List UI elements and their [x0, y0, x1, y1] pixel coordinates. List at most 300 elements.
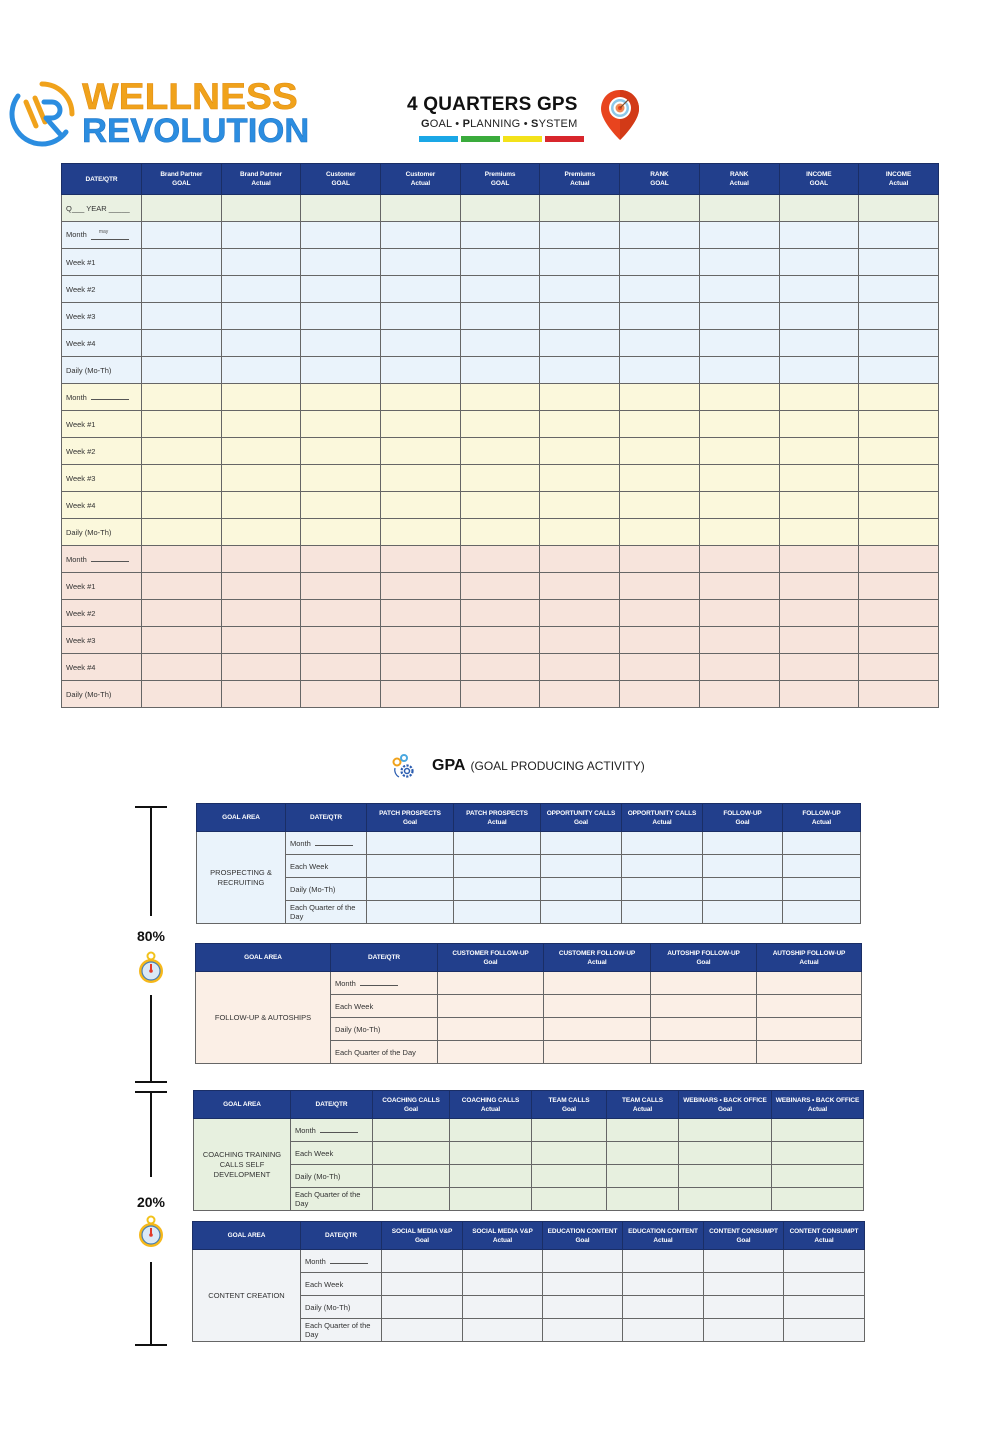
input-cell[interactable] — [373, 1119, 450, 1142]
input-cell[interactable] — [301, 303, 381, 330]
input-cell[interactable] — [381, 654, 461, 681]
input-cell[interactable] — [704, 1250, 784, 1273]
input-cell[interactable] — [463, 1250, 543, 1273]
input-cell[interactable] — [543, 1319, 623, 1342]
input-cell[interactable] — [859, 276, 939, 303]
input-cell[interactable] — [779, 438, 859, 465]
input-cell[interactable] — [699, 249, 779, 276]
input-cell[interactable] — [221, 384, 301, 411]
input-cell[interactable] — [859, 681, 939, 708]
input-cell[interactable] — [221, 357, 301, 384]
input-cell[interactable] — [859, 195, 939, 222]
input-cell[interactable] — [540, 195, 620, 222]
input-cell[interactable] — [679, 1188, 772, 1211]
input-cell[interactable] — [651, 1018, 757, 1041]
input-cell[interactable] — [704, 1296, 784, 1319]
input-cell[interactable] — [623, 1273, 704, 1296]
input-cell[interactable] — [704, 1273, 784, 1296]
input-cell[interactable] — [381, 249, 461, 276]
input-cell[interactable] — [620, 222, 700, 249]
input-cell[interactable] — [142, 546, 222, 573]
input-cell[interactable] — [779, 411, 859, 438]
input-cell[interactable] — [543, 1296, 623, 1319]
input-cell[interactable] — [460, 600, 540, 627]
input-cell[interactable] — [779, 465, 859, 492]
input-cell[interactable] — [540, 222, 620, 249]
input-cell[interactable] — [540, 573, 620, 600]
input-cell[interactable] — [438, 1018, 544, 1041]
input-cell[interactable] — [381, 573, 461, 600]
input-cell[interactable] — [699, 573, 779, 600]
input-cell[interactable] — [142, 411, 222, 438]
gears-icon — [390, 752, 420, 780]
input-cell[interactable] — [620, 600, 700, 627]
input-cell[interactable] — [772, 1188, 864, 1211]
input-cell[interactable] — [381, 519, 461, 546]
input-cell[interactable] — [783, 832, 861, 855]
input-cell[interactable] — [221, 330, 301, 357]
input-cell[interactable] — [460, 627, 540, 654]
input-cell[interactable] — [301, 330, 381, 357]
input-cell[interactable] — [779, 303, 859, 330]
input-cell[interactable] — [301, 546, 381, 573]
input-cell[interactable] — [779, 492, 859, 519]
input-cell[interactable] — [460, 492, 540, 519]
input-cell[interactable] — [540, 249, 620, 276]
input-cell[interactable] — [532, 1188, 607, 1211]
input-cell[interactable] — [460, 303, 540, 330]
input-cell[interactable] — [779, 249, 859, 276]
input-cell[interactable] — [651, 972, 757, 995]
table-row — [62, 546, 939, 573]
input-cell[interactable] — [221, 600, 301, 627]
input-cell[interactable] — [779, 195, 859, 222]
input-cell[interactable] — [620, 465, 700, 492]
input-cell[interactable] — [142, 384, 222, 411]
input-cell[interactable] — [454, 832, 541, 855]
input-cell[interactable] — [859, 222, 939, 249]
input-cell[interactable] — [704, 1319, 784, 1342]
column-header-text: RANK — [729, 171, 749, 178]
input-cell[interactable] — [381, 546, 461, 573]
input-cell[interactable] — [460, 195, 540, 222]
input-cell[interactable] — [221, 627, 301, 654]
input-cell[interactable] — [541, 901, 622, 924]
input-cell[interactable] — [679, 1119, 772, 1142]
input-cell[interactable] — [540, 546, 620, 573]
input-cell[interactable] — [620, 546, 700, 573]
row-label-text: Month — [66, 554, 87, 564]
input-cell[interactable] — [540, 492, 620, 519]
input-cell[interactable] — [221, 195, 301, 222]
input-cell[interactable] — [757, 972, 862, 995]
input-cell[interactable] — [779, 627, 859, 654]
input-cell[interactable] — [301, 519, 381, 546]
input-cell[interactable] — [367, 901, 454, 924]
input-cell[interactable] — [301, 438, 381, 465]
input-cell[interactable] — [540, 357, 620, 384]
input-cell[interactable] — [438, 995, 544, 1018]
input-cell[interactable] — [142, 249, 222, 276]
input-cell[interactable] — [620, 357, 700, 384]
table-row — [196, 972, 862, 995]
input-cell[interactable] — [540, 681, 620, 708]
input-cell[interactable] — [620, 573, 700, 600]
input-cell[interactable] — [859, 330, 939, 357]
input-cell[interactable] — [301, 681, 381, 708]
input-cell[interactable] — [142, 681, 222, 708]
input-cell[interactable] — [620, 303, 700, 330]
input-cell[interactable] — [779, 330, 859, 357]
input-cell[interactable] — [381, 357, 461, 384]
input-cell[interactable] — [460, 222, 540, 249]
input-cell[interactable] — [540, 654, 620, 681]
input-cell[interactable] — [454, 878, 541, 901]
input-cell[interactable] — [221, 411, 301, 438]
input-cell[interactable] — [460, 438, 540, 465]
input-cell[interactable] — [620, 195, 700, 222]
input-cell[interactable] — [301, 411, 381, 438]
input-cell[interactable] — [382, 1273, 463, 1296]
input-cell[interactable] — [784, 1250, 865, 1273]
input-cell[interactable] — [699, 276, 779, 303]
input-cell[interactable] — [540, 411, 620, 438]
input-cell[interactable] — [620, 627, 700, 654]
input-cell[interactable] — [623, 1296, 704, 1319]
input-cell[interactable] — [607, 1165, 679, 1188]
input-cell[interactable] — [859, 357, 939, 384]
input-cell[interactable] — [859, 573, 939, 600]
date-qtr-label: Daily (Mo-Th) — [290, 884, 336, 894]
input-cell[interactable] — [532, 1119, 607, 1142]
input-cell[interactable] — [543, 1250, 623, 1273]
input-cell[interactable] — [620, 492, 700, 519]
input-cell[interactable] — [301, 465, 381, 492]
input-cell[interactable] — [699, 195, 779, 222]
input-cell[interactable] — [142, 330, 222, 357]
input-cell[interactable] — [454, 901, 541, 924]
input-cell[interactable] — [859, 654, 939, 681]
input-cell[interactable] — [142, 303, 222, 330]
table-row — [62, 573, 939, 600]
input-cell[interactable] — [544, 1018, 651, 1041]
input-cell[interactable] — [460, 681, 540, 708]
input-cell[interactable] — [142, 627, 222, 654]
input-cell[interactable] — [142, 465, 222, 492]
input-cell[interactable] — [301, 249, 381, 276]
input-cell[interactable] — [301, 195, 381, 222]
input-cell[interactable] — [757, 1041, 862, 1064]
input-cell[interactable] — [699, 492, 779, 519]
blank-line — [320, 1132, 358, 1133]
input-cell[interactable] — [221, 249, 301, 276]
input-cell[interactable] — [859, 600, 939, 627]
input-cell[interactable] — [381, 276, 461, 303]
input-cell[interactable] — [142, 600, 222, 627]
input-cell[interactable] — [382, 1319, 463, 1342]
input-cell[interactable] — [460, 330, 540, 357]
input-cell[interactable] — [859, 465, 939, 492]
input-cell[interactable] — [540, 438, 620, 465]
input-cell[interactable] — [779, 276, 859, 303]
input-cell[interactable] — [651, 995, 757, 1018]
input-cell[interactable] — [460, 654, 540, 681]
input-cell[interactable] — [779, 654, 859, 681]
input-cell[interactable] — [757, 1018, 862, 1041]
input-cell[interactable] — [699, 519, 779, 546]
input-cell[interactable] — [454, 855, 541, 878]
input-cell[interactable] — [541, 878, 622, 901]
input-cell[interactable] — [373, 1188, 450, 1211]
input-cell[interactable] — [532, 1142, 607, 1165]
input-cell[interactable] — [540, 627, 620, 654]
input-cell[interactable] — [381, 600, 461, 627]
input-cell[interactable] — [381, 627, 461, 654]
input-cell[interactable] — [703, 901, 783, 924]
input-cell[interactable] — [699, 627, 779, 654]
logo-word-revolution: REVOLUTION — [82, 112, 310, 150]
input-cell[interactable] — [142, 276, 222, 303]
input-cell[interactable] — [301, 384, 381, 411]
input-cell[interactable] — [620, 276, 700, 303]
input-cell[interactable] — [699, 330, 779, 357]
input-cell[interactable] — [699, 438, 779, 465]
input-cell[interactable] — [623, 1319, 704, 1342]
input-cell[interactable] — [381, 303, 461, 330]
column-header-social-media-v-p-actual — [463, 1222, 543, 1250]
input-cell[interactable] — [142, 573, 222, 600]
input-cell[interactable] — [544, 995, 651, 1018]
input-cell[interactable] — [142, 195, 222, 222]
input-cell[interactable] — [620, 384, 700, 411]
input-cell[interactable] — [301, 654, 381, 681]
goal-area-cell: PROSPECTING & RECRUITING — [197, 832, 286, 924]
input-cell[interactable] — [703, 855, 783, 878]
input-cell[interactable] — [859, 384, 939, 411]
input-cell[interactable] — [859, 249, 939, 276]
input-cell[interactable] — [438, 1041, 544, 1064]
input-cell[interactable] — [142, 492, 222, 519]
input-cell[interactable] — [772, 1119, 864, 1142]
input-cell[interactable] — [381, 438, 461, 465]
input-cell[interactable] — [540, 330, 620, 357]
input-cell[interactable] — [620, 519, 700, 546]
table-row — [62, 465, 939, 492]
input-cell[interactable] — [463, 1319, 543, 1342]
input-cell[interactable] — [859, 519, 939, 546]
input-cell[interactable] — [783, 855, 861, 878]
input-cell[interactable] — [450, 1188, 532, 1211]
input-cell[interactable] — [540, 465, 620, 492]
input-cell[interactable] — [784, 1273, 865, 1296]
input-cell[interactable] — [301, 627, 381, 654]
input-cell[interactable] — [544, 1041, 651, 1064]
input-cell[interactable] — [301, 573, 381, 600]
input-cell[interactable] — [540, 600, 620, 627]
input-cell[interactable] — [381, 384, 461, 411]
input-cell[interactable] — [607, 1119, 679, 1142]
input-cell[interactable] — [699, 600, 779, 627]
input-cell[interactable] — [772, 1165, 864, 1188]
input-cell[interactable] — [460, 411, 540, 438]
input-cell[interactable] — [779, 357, 859, 384]
input-cell[interactable] — [221, 654, 301, 681]
input-cell[interactable] — [779, 384, 859, 411]
row-label-text: Week #1 — [66, 581, 96, 591]
input-cell[interactable] — [703, 832, 783, 855]
input-cell[interactable] — [381, 330, 461, 357]
input-cell[interactable] — [381, 222, 461, 249]
row-label-text: Week #3 — [66, 311, 96, 321]
input-cell[interactable] — [703, 878, 783, 901]
input-cell[interactable] — [859, 492, 939, 519]
input-cell[interactable] — [779, 222, 859, 249]
input-cell[interactable] — [301, 357, 381, 384]
input-cell[interactable] — [622, 832, 703, 855]
input-cell[interactable] — [620, 249, 700, 276]
input-cell[interactable] — [620, 654, 700, 681]
input-cell[interactable] — [221, 546, 301, 573]
input-cell[interactable] — [540, 519, 620, 546]
input-cell[interactable] — [221, 681, 301, 708]
input-cell[interactable] — [784, 1296, 865, 1319]
input-cell[interactable] — [859, 546, 939, 573]
input-cell[interactable] — [622, 855, 703, 878]
input-cell[interactable] — [541, 855, 622, 878]
input-cell[interactable] — [301, 222, 381, 249]
input-cell[interactable] — [859, 438, 939, 465]
input-cell[interactable] — [301, 600, 381, 627]
input-cell[interactable] — [301, 492, 381, 519]
input-cell[interactable] — [699, 357, 779, 384]
input-cell[interactable] — [382, 1250, 463, 1273]
input-cell[interactable] — [679, 1142, 772, 1165]
input-cell[interactable] — [221, 492, 301, 519]
input-cell[interactable] — [699, 681, 779, 708]
input-cell[interactable] — [540, 384, 620, 411]
input-cell[interactable] — [381, 681, 461, 708]
input-cell[interactable] — [367, 832, 454, 855]
input-cell[interactable] — [540, 276, 620, 303]
input-cell[interactable] — [772, 1142, 864, 1165]
row-label — [62, 411, 142, 438]
input-cell[interactable] — [463, 1273, 543, 1296]
input-cell[interactable] — [784, 1319, 865, 1342]
input-cell[interactable] — [367, 855, 454, 878]
input-cell[interactable] — [142, 438, 222, 465]
input-cell[interactable] — [699, 654, 779, 681]
input-cell[interactable] — [620, 681, 700, 708]
input-cell[interactable] — [460, 465, 540, 492]
input-cell[interactable] — [221, 465, 301, 492]
input-cell[interactable] — [699, 303, 779, 330]
input-cell[interactable] — [460, 519, 540, 546]
input-cell[interactable] — [142, 357, 222, 384]
input-cell[interactable] — [382, 1296, 463, 1319]
input-cell[interactable] — [779, 600, 859, 627]
input-cell[interactable] — [460, 249, 540, 276]
table-header-row — [193, 1222, 865, 1250]
input-cell[interactable] — [221, 276, 301, 303]
input-cell[interactable] — [859, 411, 939, 438]
input-cell[interactable] — [859, 627, 939, 654]
input-cell[interactable] — [699, 222, 779, 249]
input-cell[interactable] — [373, 1142, 450, 1165]
column-header-text: GOAL — [172, 180, 191, 187]
input-cell[interactable] — [622, 878, 703, 901]
input-cell[interactable] — [779, 546, 859, 573]
input-cell[interactable] — [699, 465, 779, 492]
input-cell[interactable] — [622, 901, 703, 924]
input-cell[interactable] — [699, 384, 779, 411]
input-cell[interactable] — [301, 276, 381, 303]
input-cell[interactable] — [367, 878, 454, 901]
input-cell[interactable] — [607, 1188, 679, 1211]
input-cell[interactable] — [460, 546, 540, 573]
input-cell[interactable] — [620, 330, 700, 357]
input-cell[interactable] — [221, 519, 301, 546]
input-cell[interactable] — [783, 901, 861, 924]
input-cell[interactable] — [679, 1165, 772, 1188]
input-cell[interactable] — [859, 303, 939, 330]
input-cell[interactable] — [221, 303, 301, 330]
input-cell[interactable] — [221, 222, 301, 249]
input-cell[interactable] — [438, 972, 544, 995]
input-cell[interactable] — [620, 411, 700, 438]
input-cell[interactable] — [450, 1165, 532, 1188]
input-cell[interactable] — [699, 546, 779, 573]
input-cell[interactable] — [381, 492, 461, 519]
date-qtr-label: Each Quarter of the Day — [295, 1190, 361, 1208]
input-cell[interactable] — [779, 573, 859, 600]
date-qtr-label: Month — [295, 1125, 316, 1135]
input-cell[interactable] — [460, 573, 540, 600]
input-cell[interactable] — [142, 222, 222, 249]
input-cell[interactable] — [699, 411, 779, 438]
input-cell[interactable] — [142, 519, 222, 546]
date-qtr-label: Each Week — [335, 1001, 374, 1011]
input-cell[interactable] — [540, 303, 620, 330]
input-cell[interactable] — [757, 995, 862, 1018]
row-label-text: Week #2 — [66, 608, 96, 618]
input-cell[interactable] — [381, 195, 461, 222]
input-cell[interactable] — [783, 878, 861, 901]
input-cell[interactable] — [623, 1250, 704, 1273]
input-cell[interactable] — [460, 357, 540, 384]
input-cell[interactable] — [221, 573, 301, 600]
input-cell[interactable] — [541, 832, 622, 855]
input-cell[interactable] — [381, 465, 461, 492]
input-cell[interactable] — [532, 1165, 607, 1188]
input-cell[interactable] — [221, 438, 301, 465]
input-cell[interactable] — [460, 276, 540, 303]
input-cell[interactable] — [779, 681, 859, 708]
row-label — [62, 546, 142, 573]
input-cell[interactable] — [460, 384, 540, 411]
input-cell[interactable] — [381, 411, 461, 438]
input-cell[interactable] — [543, 1273, 623, 1296]
input-cell[interactable] — [651, 1041, 757, 1064]
input-cell[interactable] — [620, 438, 700, 465]
input-cell[interactable] — [779, 519, 859, 546]
input-cell[interactable] — [463, 1296, 543, 1319]
input-cell[interactable] — [373, 1165, 450, 1188]
input-cell[interactable] — [544, 972, 651, 995]
input-cell[interactable] — [450, 1119, 532, 1142]
input-cell[interactable] — [142, 654, 222, 681]
input-cell[interactable] — [607, 1142, 679, 1165]
input-cell[interactable] — [450, 1142, 532, 1165]
